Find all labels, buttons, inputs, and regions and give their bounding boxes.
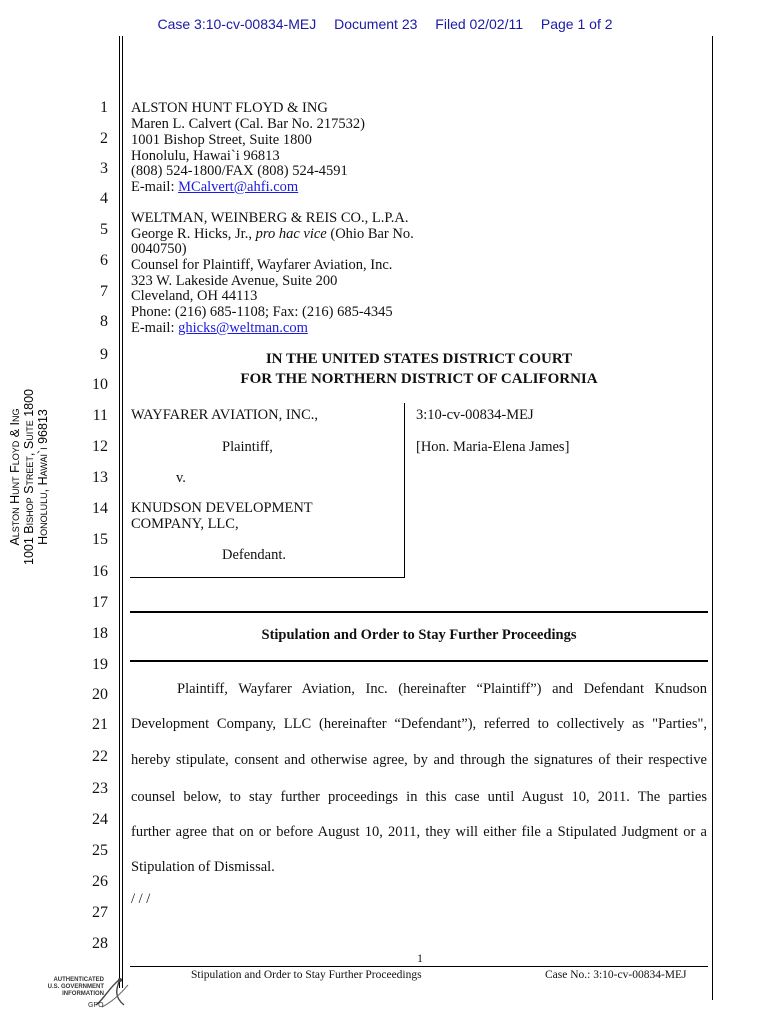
gpo-line: U.S. GOVERNMENT [47,984,104,990]
body-line: hereby stipulate, consent and otherwise agree, by and through the signatures of their respective [131,752,707,768]
line-number: 2 [100,130,108,147]
email-link[interactable]: MCalvert@ahfi.com [178,179,299,195]
caption-defendant-cont: COMPANY, LLC, [131,516,239,532]
footer-rule [130,966,708,967]
body-line: counsel below, to stay further proceedings in this case until August 10, 2011. The parties [131,789,707,805]
attorney-status: pro hac vice [255,226,327,242]
line-number: 26 [92,873,108,890]
email-link[interactable]: ghicks@weltman.com [178,320,308,336]
left-margin-rule-inner [122,36,123,988]
header-page: Page 1 of 2 [540,16,613,32]
caption-case-number: 3:10-cv-00834-MEJ [416,407,534,423]
caption-bottom-rule [130,577,405,578]
header-filed: Filed 02/02/11 [435,16,523,32]
body-line: Plaintiff, Wayfarer Aviation, Inc. (hereinafter “Plaintiff”) and Defendant Knudson [177,681,707,697]
line-number: 21 [92,716,108,733]
case-header [0,16,770,32]
caption-judge: [Hon. Maria-Elena James] [416,439,570,455]
line-number: 5 [100,221,108,238]
weltman-firm: WELTMAN, WEINBERG & REIS CO., L.P.A. [131,210,409,226]
line-number: 14 [92,500,108,517]
caption-defendant: KNUDSON DEVELOPMENT [131,500,313,516]
attorney-name: George R. Hicks, Jr., [131,226,256,242]
weltman-phone: Phone: (216) 685-1108; Fax: (216) 685-4345 [131,304,393,320]
line-number: 22 [92,748,108,765]
caption-plaintiff-role: Plaintiff, [222,439,273,455]
line-number: 6 [100,252,108,269]
firm-sidebar [8,362,70,592]
line-number: 16 [92,563,108,580]
footer-page-number: 1 [417,953,423,965]
line-number: 12 [92,438,108,455]
footer-title: Stipulation and Order to Stay Further Proceedings [191,969,422,981]
header-case: Case 3:10-cv-00834-MEJ [157,16,317,32]
line-number: 7 [100,283,108,300]
gpo-line: AUTHENTICATED [53,977,104,983]
email-label: E-mail: [131,179,179,195]
sidebar-city: Honolulu, Hawai`i 96813 [36,409,50,545]
line-number: 17 [92,594,108,611]
line-number: 10 [92,376,108,393]
line-number: 11 [92,407,108,424]
court-name: IN THE UNITED STATES DISTRICT COURT [265,351,573,367]
line-number: 25 [92,842,108,859]
counsel-city: Honolulu, Hawai`i 96813 [131,148,280,164]
line-number: 9 [100,346,108,363]
caption-defendant-role: Defendant. [222,547,287,563]
counsel-attorney: Maren L. Calvert (Cal. Bar No. 217532) [131,116,365,132]
weltman-attorney [131,226,414,242]
line-number: 27 [92,904,108,921]
left-margin-rule-outer [119,36,120,988]
body-line: Stipulation of Dismissal. [131,859,275,875]
caption-versus: v. [176,470,186,486]
counsel-phone: (808) 524-1800/FAX (808) 524-4591 [131,163,348,179]
title-bottom-rule [130,660,708,662]
footer-case-no: Case No.: 3:10-cv-00834-MEJ [545,969,687,981]
title-top-rule [130,611,708,613]
gpo-mark: GPO [88,1002,104,1009]
line-number: 28 [92,935,108,952]
document-title: Stipulation and Order to Stay Further Proceedings [261,627,577,643]
eagle-icon [90,975,140,1015]
line-number: 15 [92,531,108,548]
email-label: E-mail: [131,320,179,336]
body-line: Development Company, LLC (hereinafter “Defendant”), referred to collectively as "Parties", [131,716,707,732]
gpo-authentication-seal [28,975,138,1015]
line-number: 19 [92,656,108,673]
line-number: 24 [92,811,108,828]
court-district: FOR THE NORTHERN DISTRICT OF CALIFORNIA [240,371,598,387]
weltman-email-line [131,320,308,336]
line-number: 1 [100,99,108,116]
line-number: 8 [100,313,108,330]
attorney-bar: (Ohio Bar No. [326,226,414,242]
weltman-city: Cleveland, OH 44113 [131,288,258,304]
weltman-address: 323 W. Lakeside Avenue, Suite 200 [131,273,338,289]
continuation-mark: / / / [131,891,151,907]
body-line: further agree that on or before August 10, 2011, they will either file a Stipulated Judgment or a [131,824,707,840]
caption-plaintiff: WAYFARER AVIATION, INC., [131,407,319,423]
weltman-role: Counsel for Plaintiff, Wayfarer Aviation, Inc. [131,257,393,273]
counsel-address: 1001 Bishop Street, Suite 1800 [131,132,312,148]
line-number: 13 [92,469,108,486]
gpo-line: INFORMATION [62,991,104,997]
sidebar-address: 1001 Bishop Street, Suite 1800 [22,389,36,565]
right-margin-rule [712,36,713,1000]
weltman-bar-number: 0040750) [131,241,187,257]
counsel-email-line [131,179,298,195]
line-number: 18 [92,625,108,642]
header-document: Document 23 [334,16,418,32]
sidebar-firm: Alston Hunt Floyd & Ing [8,408,22,546]
counsel-firm: ALSTON HUNT FLOYD & ING [131,100,328,116]
line-number: 23 [92,780,108,797]
line-number: 4 [100,190,108,207]
line-number: 20 [92,686,108,703]
line-number: 3 [100,160,108,177]
caption-divider [404,403,405,578]
